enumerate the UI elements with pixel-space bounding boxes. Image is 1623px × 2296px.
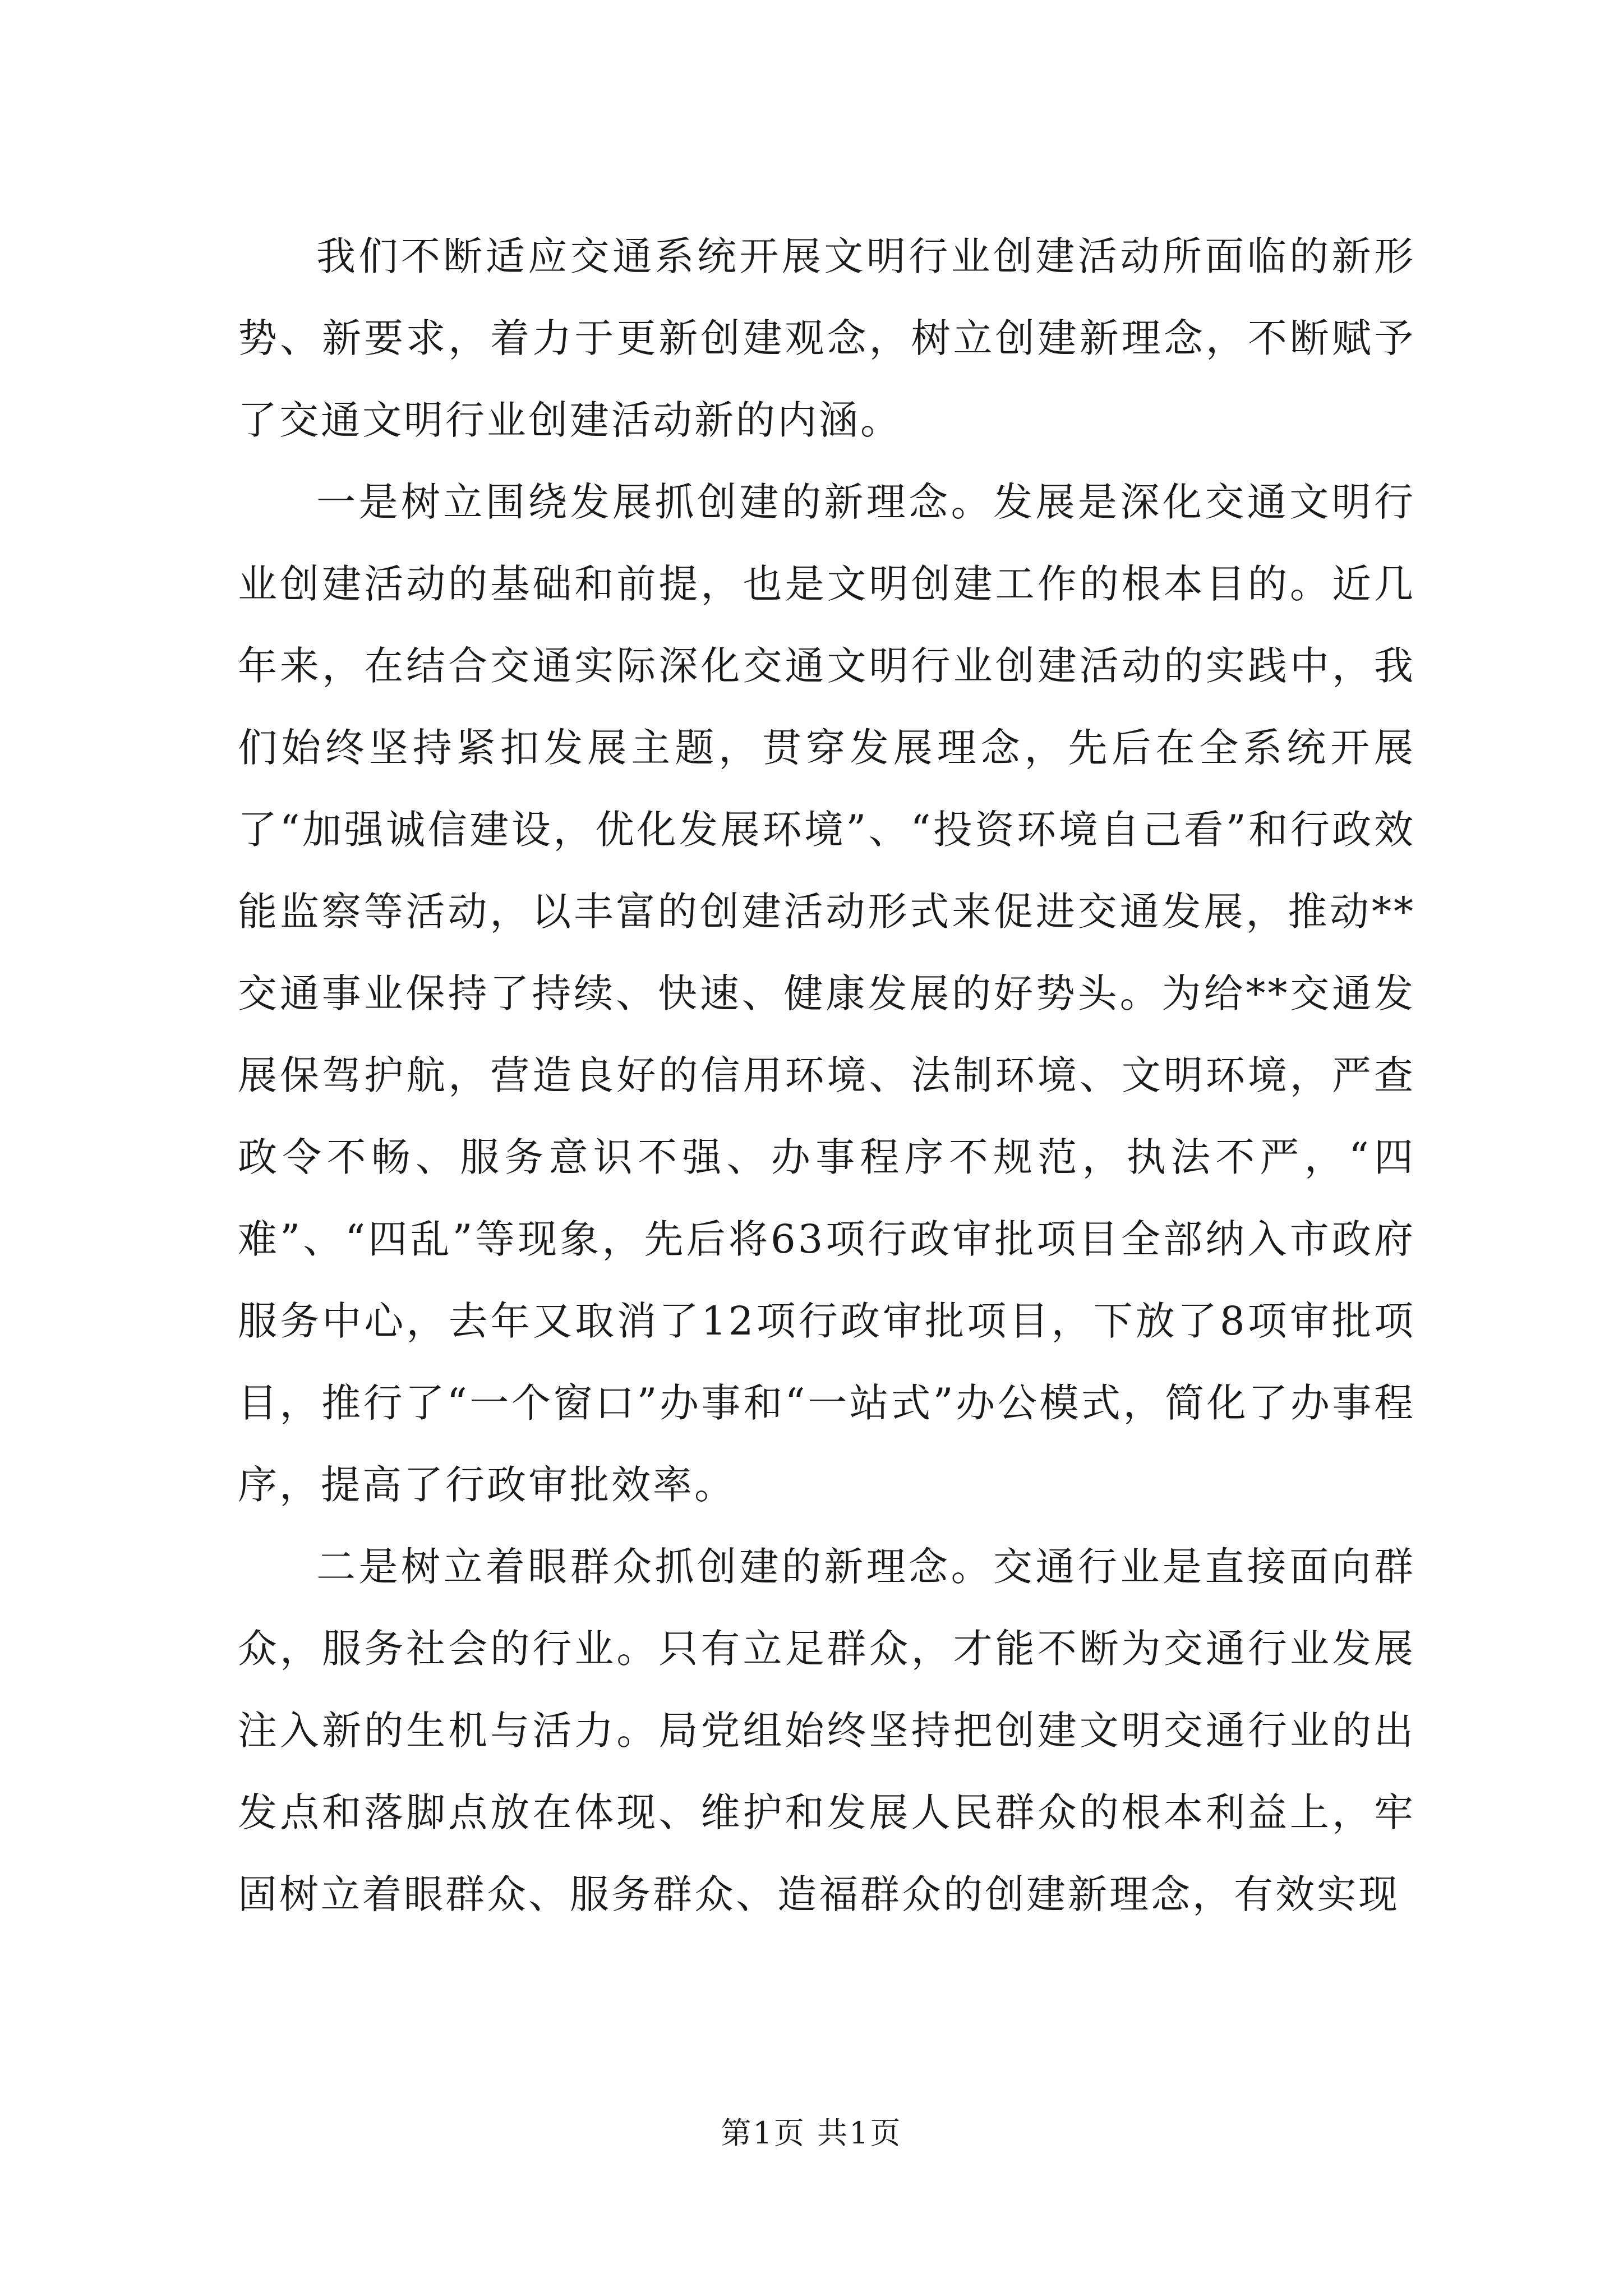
paragraph-development-concept: 一是树立围绕发展抓创建的新理念。发展是深化交通文明行业创建活动的基础和前提，也是文明创建工作的根本目的。近几年来，在结合交通实际深化交通文明行业创建活动的实践中，我们始终坚持紧扣发展主题，贯穿发展理念，先后在全系统开展了“加强诚信建设，优化发展环境”、“投资环境自己看”和行政效能监察等活动，以丰富的创建活动形式来促进交通发展，推动**交通事业保持了持续、快速、健康发展的好势头。为给**交通发展保驾护航，营造良好的信用环境、法制环境、文明环境，严查政令不畅、服务意识不强、办事程序不规范，执法不严，“四难”、“四乱”等现象，先后将63项行政审批项目全部纳入市政府服务中心，去年又取消了12项行政审批项目，下放了8项审批项目，推行了“一个窗口”办事和“一站式”办公模式，简化了办事程序，提高了行政审批效率。 [238, 479, 1415, 1508]
document-body [238, 215, 1415, 1935]
page-number-footer: 第1页 共1页 [721, 2115, 902, 2151]
paragraph-intro: 我们不断适应交通系统开展文明行业创建活动所面临的新形势、新要求，着力于更新创建观念，树立创建新理念，不断赋予了交通文明行业创建活动新的内涵。 [238, 233, 1415, 443]
paragraph-masses-concept: 二是树立着眼群众抓创建的新理念。交通行业是直接面向群众，服务社会的行业。只有立足群众，才能不断为交通行业发展注入新的生机与活力。局党组始终坚持把创建文明交通行业的出发点和落脚点放在体现、维护和发展人民群众的根本利益上，牢固树立着眼群众、服务群众、造福群众的创建新理念，有效实现 [238, 1544, 1415, 1917]
